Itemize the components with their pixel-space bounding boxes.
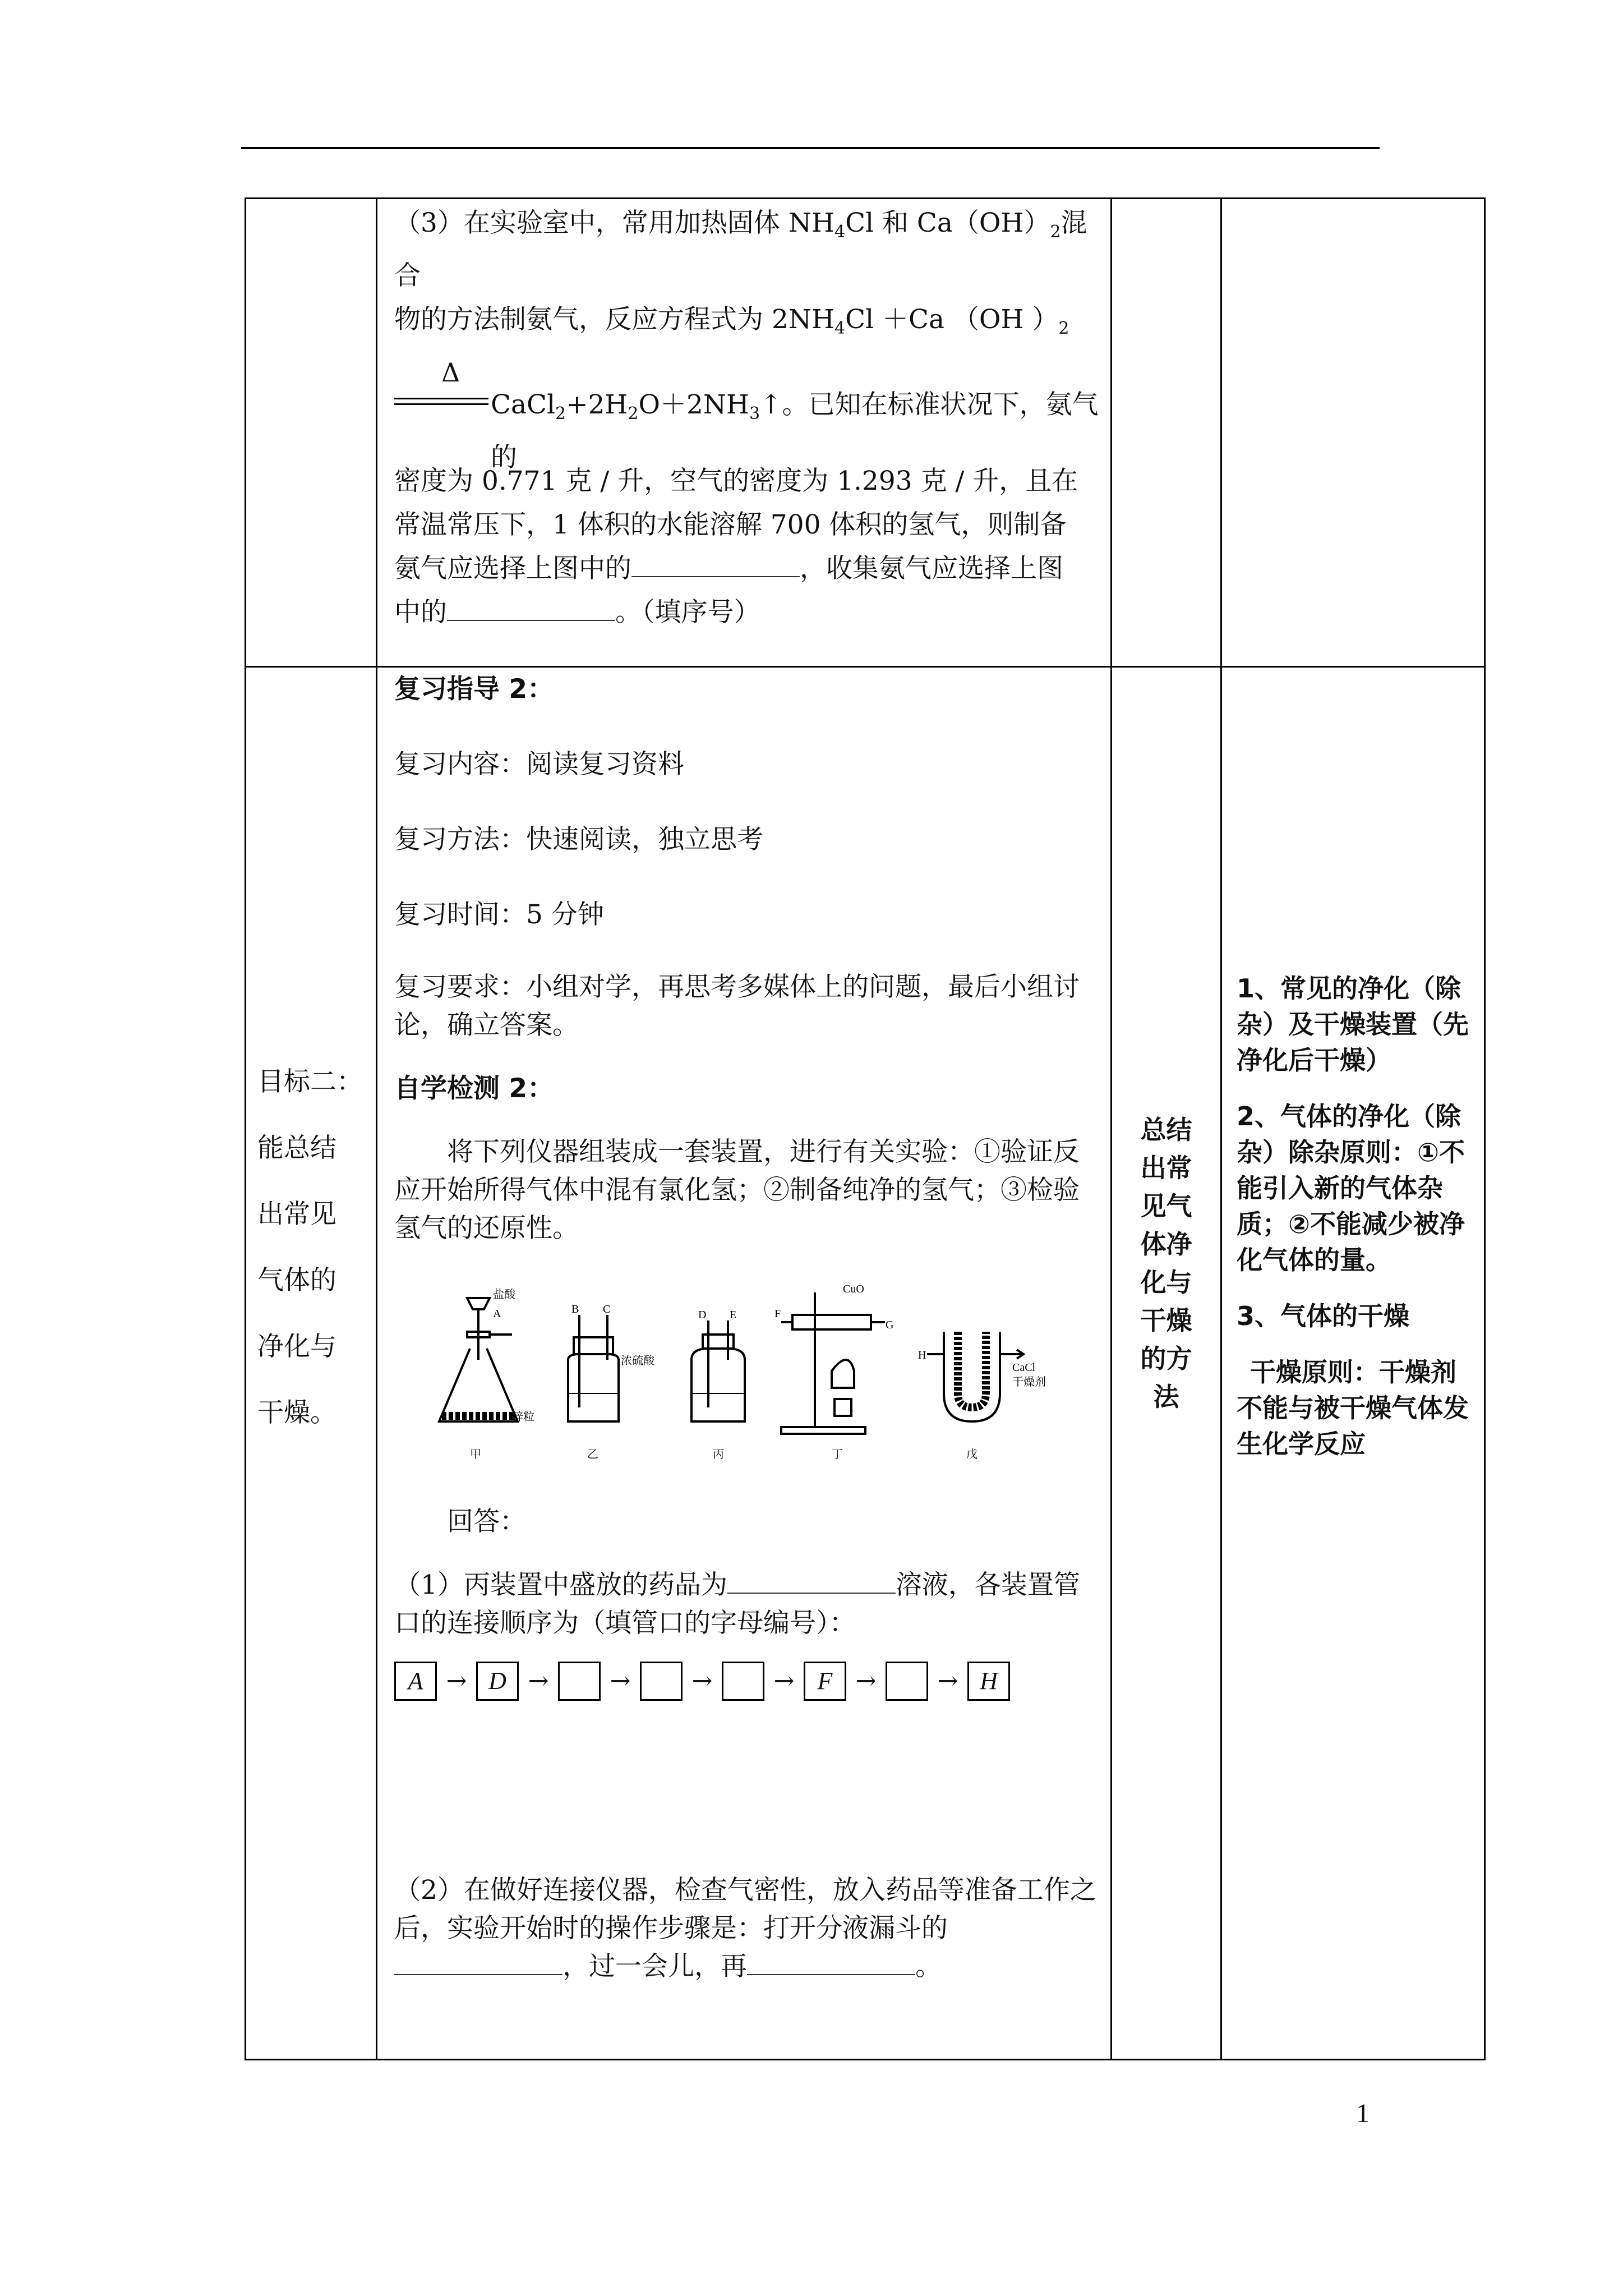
question-2: （2）在做好连接仪器，检查气密性，放入药品等准备工作之后，实验开始时的操作步骤是：打开分液漏斗的，过一会儿，再 。	[394, 1875, 1096, 1982]
review-content: 复习内容：阅读复习资料	[394, 749, 684, 780]
label-zinc: 锌粒	[512, 1411, 534, 1423]
goal-line: 气体的	[257, 1265, 336, 1296]
label-ding: 丁	[832, 1448, 843, 1461]
answer-blank[interactable]	[631, 554, 800, 577]
label-yi: 乙	[587, 1448, 598, 1461]
arrow-icon: →	[937, 1667, 958, 1695]
arrow-icon: →	[610, 1667, 631, 1695]
flask-apparatus	[439, 1298, 518, 1421]
reaction-equation: Δ $CaCl_2+2H_2O+2NH_3↑$。已知在标准状况下，氨气的	[394, 351, 1101, 435]
label-g: G	[886, 1319, 894, 1331]
method-line: 的方	[1140, 1343, 1192, 1374]
summary-item: 1、常见的净化（除杂）及干燥装置（先净化后干燥）	[1237, 973, 1469, 1075]
text-line: 中的 。（填序号）	[394, 597, 760, 628]
arrow-icon: →	[528, 1667, 549, 1695]
label-d: D	[698, 1309, 707, 1321]
arrow-icon: →	[691, 1667, 713, 1695]
label-cacl2: CaCl	[1012, 1361, 1036, 1374]
wash-bottle-bing	[691, 1320, 745, 1421]
label-wu: 戊	[966, 1448, 978, 1461]
review-requirement: 复习要求：小组对学，再思考多媒体上的问题，最后小组讨论，确立答案。	[394, 972, 1080, 1041]
goal-cell	[246, 667, 377, 2060]
port-box[interactable]	[640, 1662, 683, 1701]
port-box[interactable]: A	[394, 1662, 437, 1701]
label-h2so4: 浓硫酸	[621, 1355, 654, 1367]
port-box[interactable]: D	[476, 1662, 519, 1701]
goal-cell	[246, 199, 377, 667]
answer-blank[interactable]	[394, 1952, 562, 1975]
table-row	[246, 199, 1485, 667]
label-hcl: 盐酸	[493, 1289, 515, 1301]
answer-label: 回答：	[447, 1506, 526, 1537]
header-rule	[241, 147, 1380, 149]
heat-symbol: Δ	[441, 357, 460, 388]
label-h: H	[918, 1349, 926, 1361]
method-line: 见气	[1140, 1191, 1192, 1221]
port-box[interactable]	[558, 1662, 601, 1701]
method-cell	[1112, 667, 1221, 2060]
port-box[interactable]	[886, 1662, 928, 1701]
u-tube-wu	[927, 1332, 1023, 1421]
summary-item: 3、气体的干燥	[1237, 1301, 1410, 1331]
heating-tube-ding	[781, 1292, 885, 1434]
summary-cell	[1221, 667, 1485, 2060]
text-line: 物的方法制氨气，反应方程式为 $2NH_4Cl +Ca$ （OH ）$_2$	[394, 304, 1069, 338]
task-text: 将下列仪器组装成一套装置，进行有关实验：①验证反应开始所得气体中混有氯化氢；②制备纯净的氢气；③检验氢气的还原性。	[394, 1137, 1080, 1244]
method-line: 干燥	[1140, 1305, 1192, 1336]
port-box[interactable]: F	[804, 1662, 846, 1701]
method-line: 法	[1153, 1382, 1179, 1412]
wash-bottle-yi	[568, 1315, 619, 1421]
method-line: 化与	[1140, 1267, 1192, 1297]
summary-item: 干燥原则：干燥剂不能与被干燥气体发生化学反应	[1237, 1357, 1469, 1459]
method-line: 总结	[1140, 1115, 1192, 1145]
label-e: E	[730, 1309, 737, 1321]
arrow-icon: →	[446, 1667, 467, 1695]
arrow-icon: →	[855, 1667, 877, 1695]
review-method: 复习方法：快速阅读，独立思考	[394, 824, 763, 855]
summary-item: 2、气体的净化（除杂）除杂原则：①不能引入新的气体杂质；②不能减少被净化气体的量。	[1237, 1101, 1465, 1275]
arrow-icon: →	[773, 1667, 795, 1695]
review-time: 复习时间：5 分钟	[394, 899, 604, 930]
text-line: （3）在实验室中，常用加热固体 $NH_4Cl$ 和 $Ca(OH)_2$混合	[394, 208, 1087, 291]
port-box[interactable]: H	[967, 1662, 1010, 1701]
answer-blank[interactable]	[727, 1570, 896, 1594]
text-line: 常温常压下，1 体积的水能溶解 700 体积的氢气，则制备	[394, 509, 1067, 540]
label-c: C	[603, 1303, 611, 1315]
method-cell	[1112, 199, 1221, 667]
goal-line: 净化与	[257, 1331, 336, 1362]
goal-line: 能总结	[257, 1133, 336, 1163]
label-a: A	[493, 1308, 501, 1320]
method-line: 体净	[1140, 1229, 1192, 1259]
label-jia: 甲	[470, 1448, 481, 1461]
goal-line: 干燥。	[257, 1397, 336, 1428]
content-cell	[377, 667, 1112, 2060]
table-row	[246, 667, 1485, 2060]
lesson-table	[245, 197, 1486, 2060]
answer-blank[interactable]	[447, 597, 615, 621]
summary-cell	[1221, 199, 1485, 667]
label-cuo: CuO	[843, 1283, 864, 1295]
method-line: 出常	[1140, 1153, 1192, 1183]
label-bing: 丙	[713, 1448, 724, 1461]
question-1: （1）丙装置中盛放的药品为 溶液，各装置管口的连接顺序为（填管口的字母编号）：	[394, 1570, 1080, 1639]
guide-title: 复习指导 2：	[394, 674, 554, 705]
text-line: 密度为 0.771 克 / 升，空气的密度为 1.293 克 / 升，且在	[394, 466, 1078, 496]
connection-order	[394, 1659, 1101, 1703]
text-line: 氨气应选择上图中的 ，收集氨气应选择上图	[394, 553, 1063, 584]
port-box[interactable]	[722, 1662, 764, 1701]
goal-line: 出常见	[257, 1199, 336, 1230]
label-b: B	[571, 1303, 579, 1315]
answer-blank[interactable]	[747, 1952, 915, 1975]
page-number: 1	[1356, 2099, 1370, 2128]
label-desiccant: 干燥剂	[1012, 1376, 1046, 1388]
content-cell	[377, 199, 1112, 667]
check-title: 自学检测 2：	[394, 1073, 554, 1104]
goal-line: 目标二：	[257, 1066, 363, 1097]
apparatus-diagram	[428, 1281, 1090, 1466]
label-f: F	[774, 1308, 781, 1320]
